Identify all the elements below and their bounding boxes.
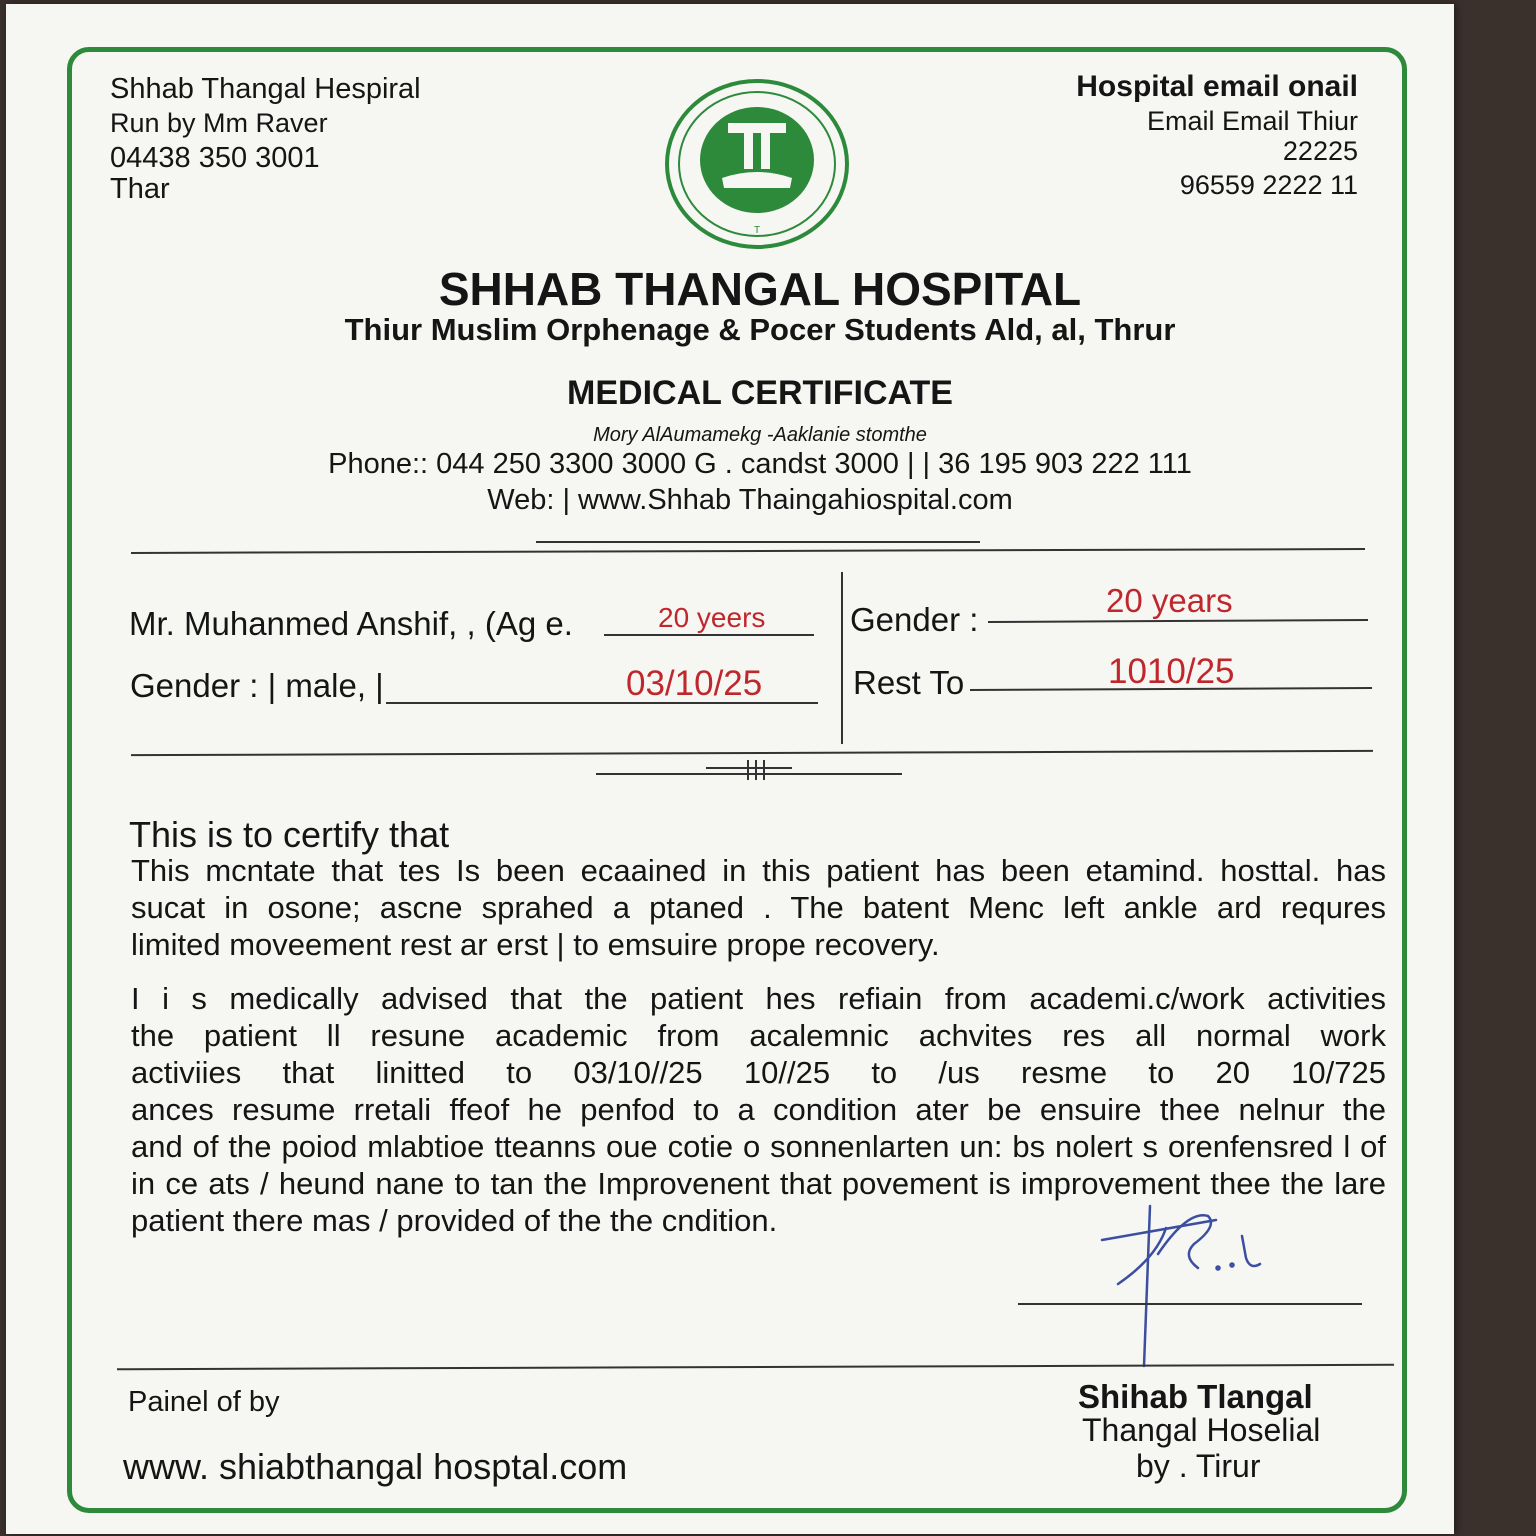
signatory-hospital: Thangal Hoselial — [1082, 1412, 1321, 1448]
certify-heading: This is to certify that — [129, 814, 450, 855]
hospital-title: SHHAB THANGAL HOSPITAL — [438, 263, 1082, 315]
para2-line: and of the poiod mlabtioe tteanns oue cotie o sonnenlarten un: bs nolert s orenfensred l of — [131, 1129, 1386, 1164]
header-left-city: Thar — [110, 173, 170, 205]
rest-label: Rest To — [853, 664, 965, 701]
header-right-code: 22225 — [1282, 136, 1358, 166]
phone-line: Phone:: 044 250 3300 3000 G . candst 3000 | | 36 195 903 222 111 — [328, 448, 1192, 480]
para2-line: I i s medically advised that the patient hes refiain from academi.c/work activities — [131, 981, 1386, 1016]
header-right-email: Email Email Thiur — [1146, 106, 1358, 136]
patient-name-label: Mr. Muhanmed Anshif, , (Ag e. — [129, 605, 573, 642]
header-right-phone: 96559 2222 11 — [1179, 170, 1358, 200]
hospital-logo-icon — [662, 78, 852, 250]
para2-line: the patient ll resune academic from acalemnic achvites res all normal work — [131, 1018, 1386, 1053]
certificate-title: MEDICAL CERTIFICATE — [567, 374, 953, 412]
para2-line: in ce ats / heund nane to tan the Improvenent that povement is improvement thee the lare — [131, 1166, 1386, 1201]
signature-line — [1018, 1303, 1362, 1305]
header-left-phone: 04438 350 3001 — [110, 142, 320, 174]
header-left-line2: Run by Mm Raver — [110, 108, 328, 138]
logo-emblem-text: T — [753, 225, 761, 236]
signatory-place: by . Tirur — [1136, 1448, 1261, 1484]
address-line: Mory AlAumamekg -Aaklanie stomthe — [593, 424, 927, 446]
title-underline — [536, 541, 980, 543]
footer-website: www. shiabthangal hosptal.com — [123, 1446, 628, 1487]
rest-value: 1010/25 — [1108, 652, 1235, 691]
age-value: 20 yeers — [658, 602, 766, 633]
para2-line: activiies that linitted to 03/10//25 10//25 to /us resme to 20 10/725 — [131, 1055, 1386, 1090]
para1-line: sucat in osone; ascne sprahed a ptaned . The batent Menc left ankle ard requres — [131, 890, 1386, 925]
header-left-line1: Shhab Thangal Hespiral — [110, 73, 421, 105]
painted-by-label: Painel of by — [128, 1386, 280, 1418]
para1-line: This mcntate that tes Is been ecaained in this patient has been etamind. hosttal. has — [131, 853, 1386, 888]
web-line: Web: | www.Shhab Thaingahiospital.com — [487, 484, 1013, 516]
paragraph-1 — [131, 852, 1386, 963]
ornament-divider-icon — [596, 756, 902, 782]
para2-line: ances resume rretali ffeof he penfod to a condition ater be ensuire thee nelnur the — [131, 1092, 1386, 1127]
header-right-email-title: Hospital email onail — [1076, 70, 1358, 103]
age-blank-line — [604, 634, 814, 636]
doctor-signature-icon — [1096, 1198, 1276, 1370]
right-gender-label: Gender : — [850, 601, 979, 638]
signatory-name: Shihab Tlangal — [1078, 1378, 1313, 1415]
para2-line: patient there mas / provided of the the cndition. — [131, 1203, 778, 1238]
detail-column-divider — [841, 572, 843, 744]
hospital-subtitle: Thiur Muslim Orphenage & Pocer Students Ald, al, Thrur — [344, 312, 1176, 347]
gender-label: Gender : | male, | — [130, 667, 384, 704]
right-age-value: 20 years — [1106, 582, 1233, 619]
date-value: 03/10/25 — [626, 664, 763, 703]
para1-line: limited moveement rest ar erst | to emsuire prope recovery. — [131, 927, 940, 962]
